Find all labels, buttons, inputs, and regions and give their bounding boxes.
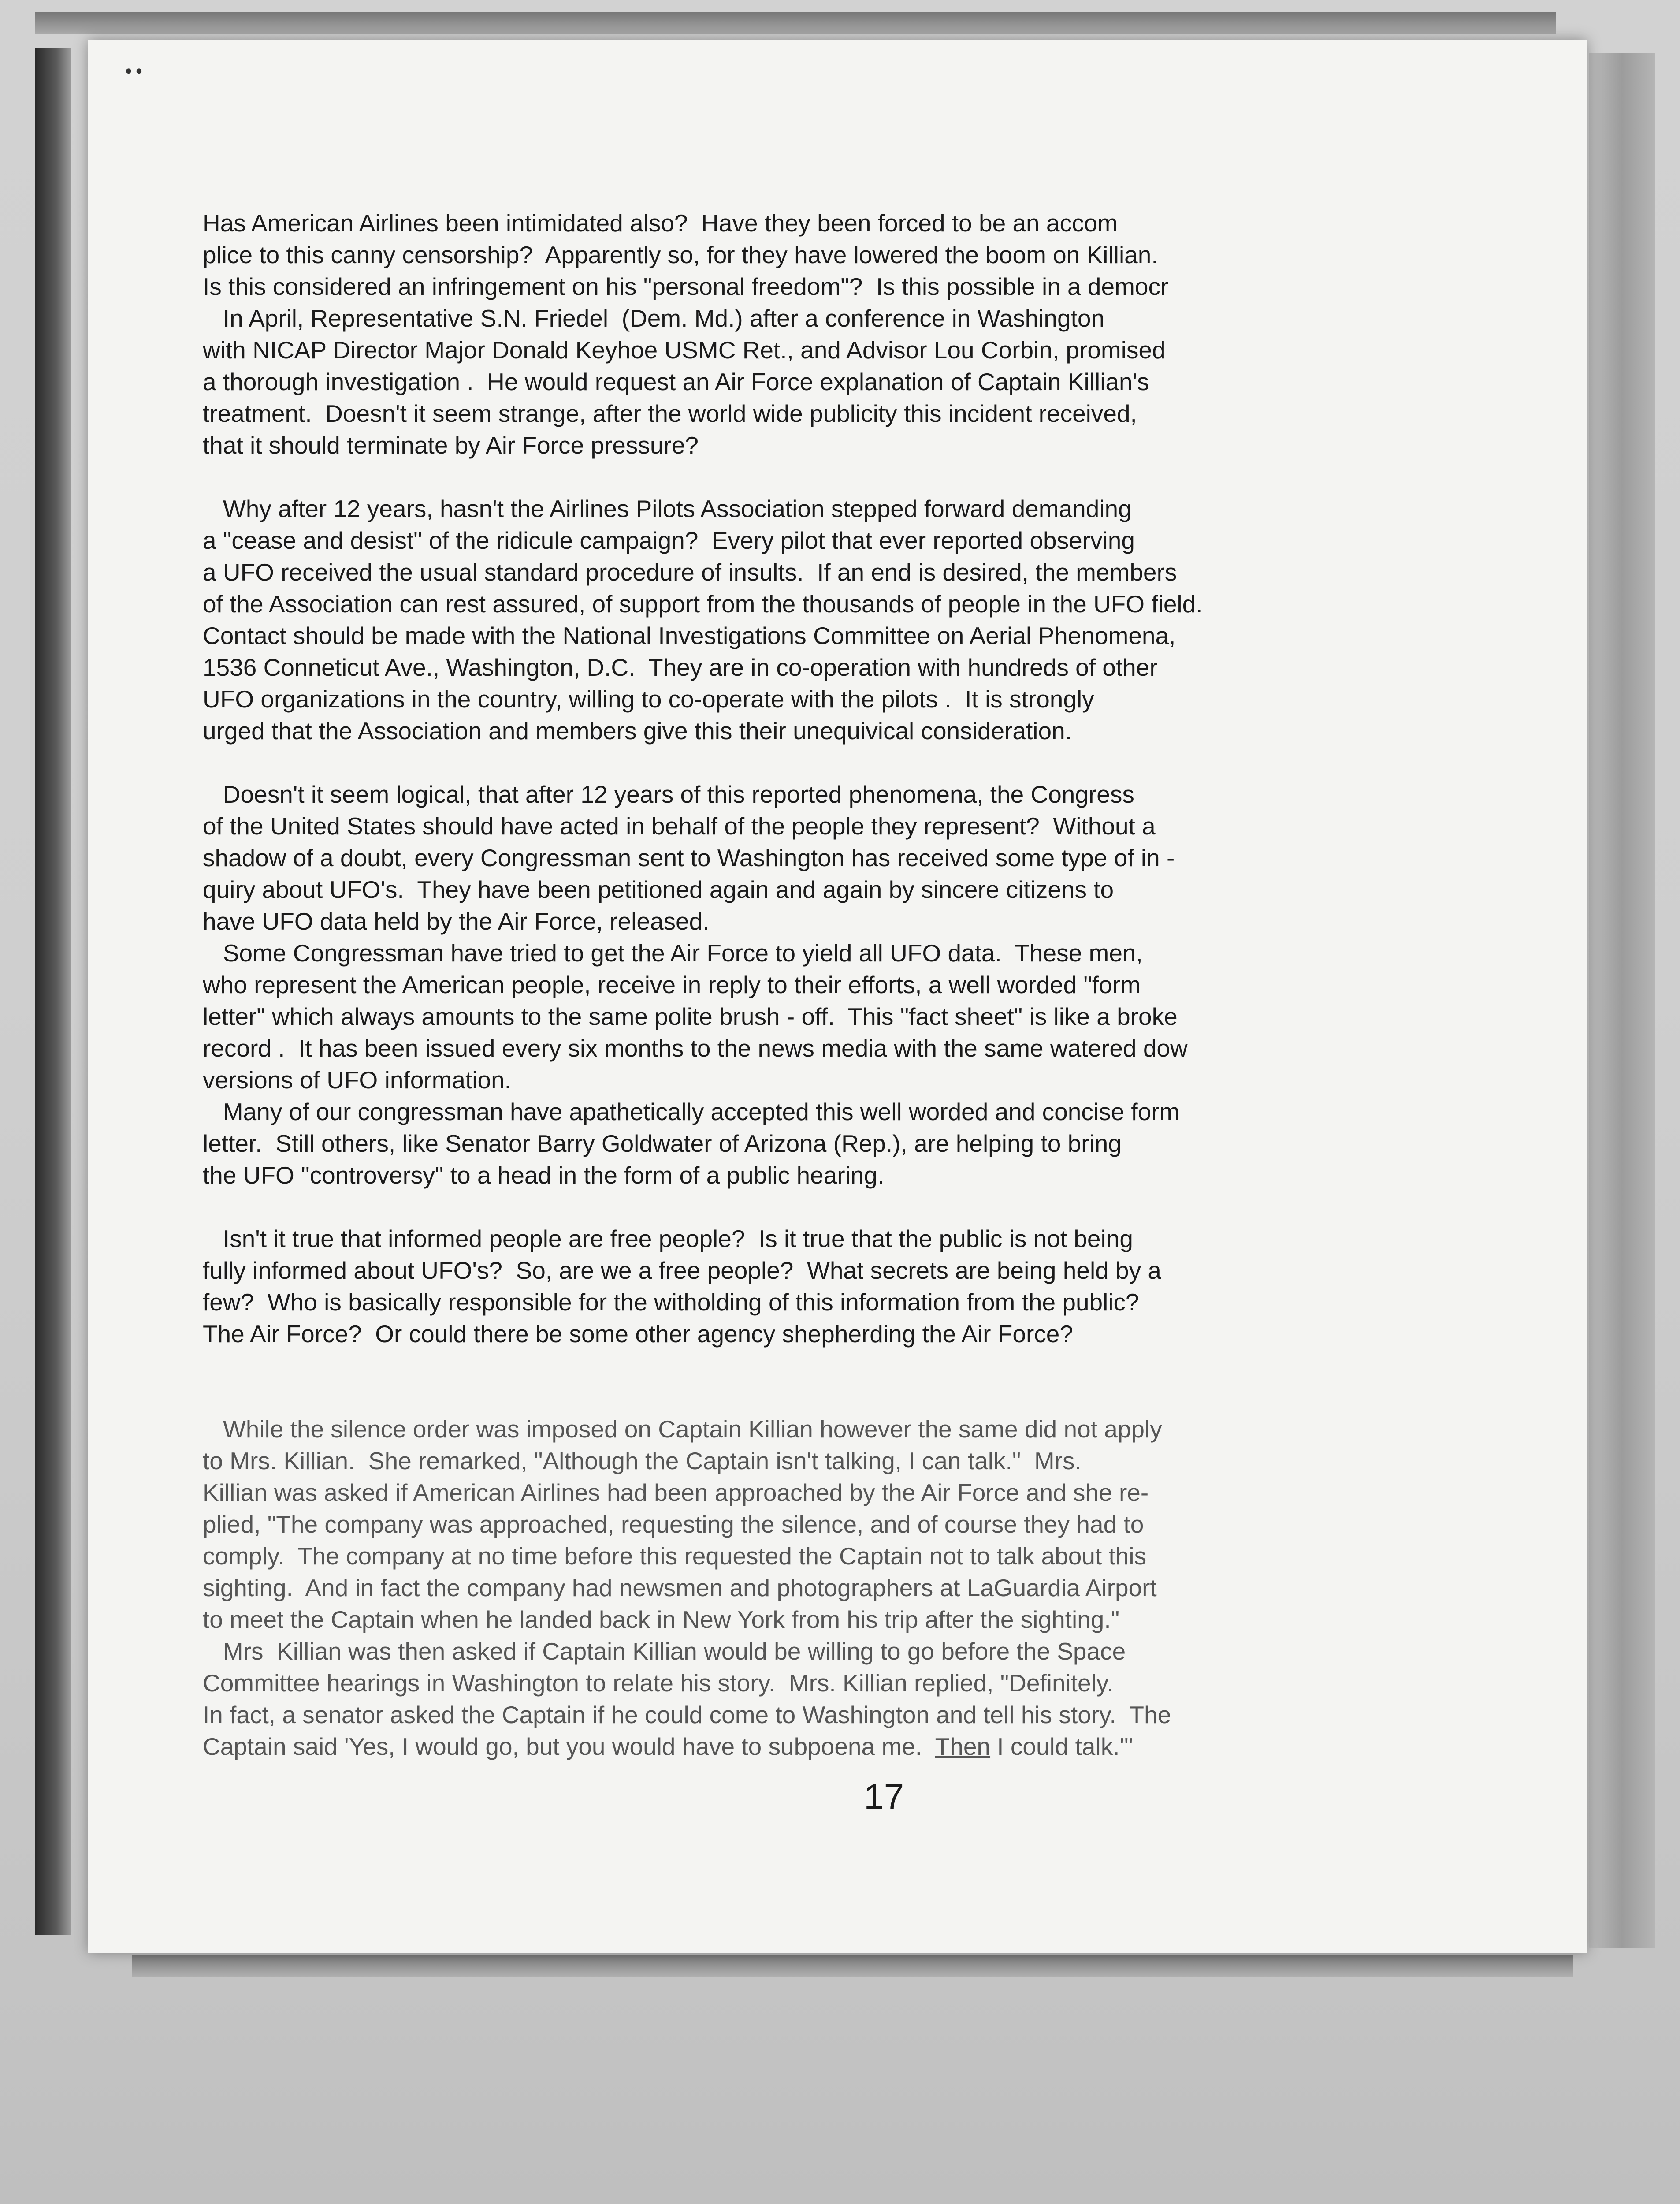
text-line: plied, "The company was approached, requesting the silence, and of course they had to	[203, 1511, 1144, 1538]
paragraph-goldwater	[203, 1096, 1591, 1191]
paragraph-friedel	[203, 302, 1591, 461]
text-line: quiry about UFO's. They have been petitioned again and again by sincere citizens to	[203, 876, 1114, 903]
text-line: Why after 12 years, hasn't the Airlines Pilots Association stepped forward demanding	[203, 495, 1132, 522]
text-line: plice to this canny censorship? Apparently so, for they have lowered the boom on Killian.	[203, 241, 1158, 268]
text-line: versions of UFO information.	[203, 1066, 511, 1094]
text-line: a "cease and desist" of the ridicule campaign? Every pilot that ever reported observing	[203, 527, 1135, 554]
paragraph-mrs-killian	[203, 1413, 1591, 1635]
text-line: In fact, a senator asked the Captain if he could come to Washington and tell his story. The	[203, 1701, 1171, 1728]
paragraph-form-letter	[203, 937, 1591, 1096]
text-line: UFO organizations in the country, willing to co-operate with the pilots . It is strongly	[203, 685, 1094, 713]
text-line: letter. Still others, like Senator Barry Goldwater of Arizona (Rep.), are helping to bring	[203, 1130, 1122, 1157]
scan-shadow-bottom	[132, 1955, 1573, 1977]
text-line: letter" which always amounts to the same polite brush - off. This "fact sheet" is like a broke	[203, 1003, 1178, 1030]
text-segment: Captain said 'Yes, I would go, but you would have to subpoena me.	[203, 1733, 935, 1760]
text-line: with NICAP Director Major Donald Keyhoe USMC Ret., and Advisor Lou Corbin, promised	[203, 336, 1166, 364]
scan-shadow-left	[35, 48, 71, 1935]
paragraph-congress	[203, 778, 1591, 937]
scan-shadow-top	[35, 12, 1556, 34]
text-line: Contact should be made with the National Investigations Committee on Aerial Phenomena,	[203, 622, 1176, 649]
text-line: have UFO data held by the Air Force, released.	[203, 908, 710, 935]
text-line: shadow of a doubt, every Congressman sent to Washington has received some type of in -	[203, 844, 1175, 871]
text-line: Killian was asked if American Airlines had been approached by the Air Force and she re-	[203, 1479, 1149, 1506]
text-line: Is this considered an infringement on his "personal freedom"? Is this possible in a democr	[203, 273, 1169, 300]
text-line: few? Who is basically responsible for the witholding of this information from the public?	[203, 1288, 1139, 1316]
text-line: who represent the American people, receive in reply to their efforts, a well worded "form	[203, 971, 1141, 998]
paragraph-pilots-association	[203, 493, 1591, 747]
text-line: urged that the Association and members give this their unequivical consideration.	[203, 717, 1072, 745]
text-line: the UFO "controversy" to a head in the form of a public hearing.	[203, 1162, 885, 1189]
text-segment: I could talk.'"	[990, 1733, 1133, 1760]
paragraph-american-airlines	[203, 207, 1591, 302]
text-line: of the United States should have acted in behalf of the people they represent? Without a	[203, 812, 1156, 840]
text-line: The Air Force? Or could there be some other agency shepherding the Air Force?	[203, 1320, 1073, 1348]
underlined-word: Then	[935, 1733, 991, 1760]
page-number: 17	[864, 1777, 904, 1817]
text-line: a UFO received the usual standard procedure of insults. If an end is desired, the members	[203, 558, 1177, 586]
text-line: Some Congressman have tried to get the Air Force to yield all UFO data. These men,	[203, 939, 1143, 967]
text-line: Doesn't it seem logical, that after 12 years of this reported phenomena, the Congress	[203, 781, 1134, 808]
text-line: Committee hearings in Washington to relate his story. Mrs. Killian replied, "Definitely.	[203, 1669, 1114, 1697]
paragraph-space-committee	[203, 1635, 1591, 1762]
text-line: sighting. And in fact the company had newsmen and photographers at LaGuardia Airport	[203, 1574, 1157, 1601]
text-line: Has American Airlines been intimidated also? Have they been forced to be an accom	[203, 209, 1118, 237]
text-line: Isn't it true that informed people are free people? Is it true that the public is not being	[203, 1225, 1133, 1252]
text-line: to meet the Captain when he landed back in New York from his trip after the sighting."	[203, 1606, 1120, 1633]
document-body	[203, 207, 1591, 1762]
text-line: record . It has been issued every six months to the news media with the same watered dow	[203, 1035, 1188, 1062]
paragraph-free-people	[203, 1223, 1591, 1350]
text-line: to Mrs. Killian. She remarked, "Although the Captain isn't talking, I can talk." Mrs.	[203, 1447, 1082, 1474]
text-line: treatment. Doesn't it seem strange, after the world wide publicity this incident received,	[203, 400, 1137, 427]
text-line: fully informed about UFO's? So, are we a free people? What secrets are being held by a	[203, 1257, 1161, 1284]
text-line: 1536 Conneticut Ave., Washington, D.C. They are in co-operation with hundreds of other	[203, 654, 1158, 681]
text-line: In April, Representative S.N. Friedel (Dem. Md.) after a conference in Washington	[203, 305, 1105, 332]
scan-speck-mark: ••	[123, 62, 145, 82]
text-line: Mrs Killian was then asked if Captain Killian would be willing to go before the Space	[203, 1638, 1126, 1665]
text-line: a thorough investigation . He would request an Air Force explanation of Captain Killian's	[203, 368, 1149, 395]
text-line: comply. The company at no time before this requested the Captain not to talk about this	[203, 1542, 1147, 1570]
text-line-final	[203, 1731, 1591, 1762]
text-line: While the silence order was imposed on Captain Killian however the same did not apply	[203, 1415, 1162, 1443]
text-line: Many of our congressman have apathetically accepted this well worded and concise form	[203, 1098, 1180, 1125]
text-line: of the Association can rest assured, of support from the thousands of people in the UFO field.	[203, 590, 1203, 618]
scan-shadow-right	[1589, 53, 1655, 1948]
text-line: that it should terminate by Air Force pressure?	[203, 432, 699, 459]
